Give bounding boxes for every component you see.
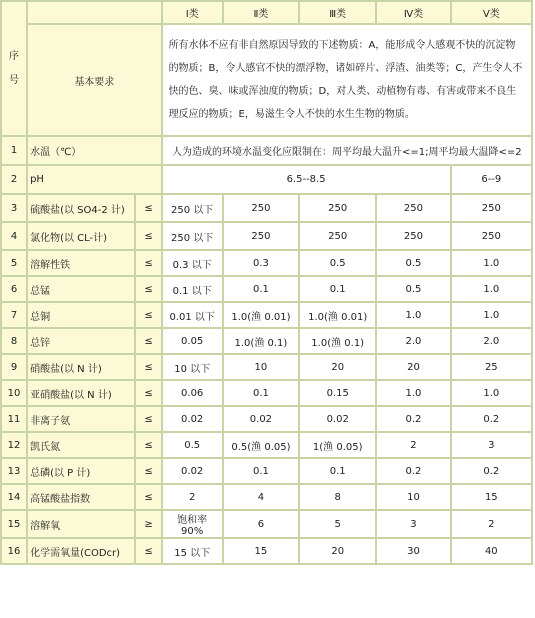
comparison-sign: ≤ <box>136 277 160 301</box>
value-class-5: 250 <box>452 195 531 221</box>
value-class-5: 250 <box>452 223 531 249</box>
table-row <box>2 166 531 193</box>
parameter-name: 总锰 <box>28 277 134 301</box>
table-row <box>2 303 531 327</box>
table-row <box>2 539 531 563</box>
row-number: 8 <box>2 329 26 353</box>
parameter-name: 溶解氧 <box>28 511 134 537</box>
parameter-name: 非离子氨 <box>28 407 134 431</box>
value-class-1: 0.05 <box>163 329 222 353</box>
class-header-5: Ⅴ类 <box>452 2 531 23</box>
row-number: 16 <box>2 539 26 563</box>
table-row <box>2 355 531 379</box>
table-row <box>2 277 531 301</box>
value-class-2: 0.5(渔 0.05) <box>224 433 298 457</box>
parameter-name: 总锌 <box>28 329 134 353</box>
value-class-3: 8 <box>300 485 375 509</box>
class-header-3: Ⅲ类 <box>300 2 375 23</box>
table-row <box>2 381 531 405</box>
parameter-name: 总磷(以 P 计) <box>28 459 134 483</box>
value-class-4: 2 <box>377 433 449 457</box>
value-class-4: 0.2 <box>377 407 449 431</box>
value-class-4: 2.0 <box>377 329 449 353</box>
value-class-2: 1.0(渔 0.01) <box>224 303 298 327</box>
class-header-1: Ⅰ类 <box>163 2 222 23</box>
header-blank-cell <box>28 2 160 23</box>
value-class-5: 0.2 <box>452 407 531 431</box>
parameter-name: 水温（℃） <box>28 137 160 164</box>
value-class-1: 0.1 以下 <box>163 277 222 301</box>
value-class-4: 10 <box>377 485 449 509</box>
row-number: 4 <box>2 223 26 249</box>
water-temperature-requirement: 人为造成的环境水温变化应限制在：周平均最大温升<=1;周平均最大温降<=2 <box>163 137 531 164</box>
parameter-name: pH <box>28 166 160 193</box>
value-class-5: 1.0 <box>452 251 531 275</box>
value-class-1: 0.01 以下 <box>163 303 222 327</box>
seq-header-cell <box>2 2 26 135</box>
parameter-name: 氯化物(以 CL-计) <box>28 223 134 249</box>
table-row <box>2 407 531 431</box>
row-number: 11 <box>2 407 26 431</box>
value-class-1: 0.5 <box>163 433 222 457</box>
value-class-5: 25 <box>452 355 531 379</box>
value-class-5: 2.0 <box>452 329 531 353</box>
value-class-3: 0.1 <box>300 277 375 301</box>
table-row <box>2 485 531 509</box>
ph-range-class-1-4: 6.5--8.5 <box>163 166 450 193</box>
seq-header-char: 序 <box>9 50 20 62</box>
value-class-1: 0.06 <box>163 381 222 405</box>
row-number: 12 <box>2 433 26 457</box>
value-class-3: 0.02 <box>300 407 375 431</box>
comparison-sign: ≤ <box>136 303 160 327</box>
parameter-name: 硫酸盐(以 SO4-2 计) <box>28 195 134 221</box>
value-class-4: 250 <box>377 195 449 221</box>
value-class-5: 1.0 <box>452 277 531 301</box>
ph-range-class-5: 6--9 <box>452 166 531 193</box>
parameter-name: 总铜 <box>28 303 134 327</box>
row-number: 7 <box>2 303 26 327</box>
comparison-sign: ≤ <box>136 223 160 249</box>
comparison-sign: ≤ <box>136 329 160 353</box>
value-class-3: 0.1 <box>300 459 375 483</box>
value-class-1: 15 以下 <box>163 539 222 563</box>
value-class-2: 0.3 <box>224 251 298 275</box>
comparison-sign: ≤ <box>136 459 160 483</box>
value-class-2: 0.1 <box>224 381 298 405</box>
table-row <box>2 433 531 457</box>
row-number: 10 <box>2 381 26 405</box>
value-class-5: 40 <box>452 539 531 563</box>
value-class-3: 1.0(渔 0.1) <box>300 329 375 353</box>
value-class-5: 1.0 <box>452 381 531 405</box>
value-class-3: 0.15 <box>300 381 375 405</box>
comparison-sign: ≤ <box>136 539 160 563</box>
value-class-5: 3 <box>452 433 531 457</box>
class-header-2: Ⅱ类 <box>224 2 298 23</box>
value-class-1: 0.02 <box>163 459 222 483</box>
value-class-1: 10 以下 <box>163 355 222 379</box>
table-row <box>2 195 531 221</box>
value-class-2: 15 <box>224 539 298 563</box>
value-class-5: 15 <box>452 485 531 509</box>
comparison-sign: ≤ <box>136 485 160 509</box>
table-row <box>2 137 531 164</box>
value-class-1: 2 <box>163 485 222 509</box>
value-class-4: 1.0 <box>377 303 449 327</box>
comparison-sign: ≤ <box>136 381 160 405</box>
value-class-2: 10 <box>224 355 298 379</box>
value-class-4: 0.5 <box>377 277 449 301</box>
basic-requirement-text: 所有水体不应有非自然原因导致的下述物质：A，能形成令人感观不快的沉淀物的物质；B，令人感官不快的漂浮物，诸如碎片、浮渣、油类等；C，产生令人不快的色、臭、味或浑浊度的物质；D，对人类、动植物有毒、有害或带来不良生理反应的物质；E，易滋生令人不快的水生生物的物质。 <box>163 25 531 135</box>
value-class-1: 0.3 以下 <box>163 251 222 275</box>
parameter-name: 凯氏氮 <box>28 433 134 457</box>
value-class-2: 250 <box>224 223 298 249</box>
table-row <box>2 511 531 537</box>
value-class-4: 20 <box>377 355 449 379</box>
table-row <box>2 251 531 275</box>
value-class-5: 1.0 <box>452 303 531 327</box>
parameter-name: 高锰酸盐指数 <box>28 485 134 509</box>
value-class-2: 0.02 <box>224 407 298 431</box>
value-class-3: 20 <box>300 355 375 379</box>
parameter-name: 溶解性铁 <box>28 251 134 275</box>
value-class-4: 250 <box>377 223 449 249</box>
row-number: 13 <box>2 459 26 483</box>
parameter-name: 亚硝酸盐(以 N 计) <box>28 381 134 405</box>
comparison-sign: ≤ <box>136 355 160 379</box>
comparison-sign: ≤ <box>136 251 160 275</box>
value-class-4: 1.0 <box>377 381 449 405</box>
value-class-3: 250 <box>300 195 375 221</box>
header-row <box>2 2 531 23</box>
row-number: 14 <box>2 485 26 509</box>
row-number: 9 <box>2 355 26 379</box>
value-class-4: 3 <box>377 511 449 537</box>
value-class-2: 1.0(渔 0.1) <box>224 329 298 353</box>
value-class-1: 饱和率 90% <box>163 511 222 537</box>
row-number: 15 <box>2 511 26 537</box>
value-class-1: 250 以下 <box>163 195 222 221</box>
class-header-4: Ⅳ类 <box>377 2 449 23</box>
value-class-2: 6 <box>224 511 298 537</box>
comparison-sign: ≤ <box>136 433 160 457</box>
row-number: 5 <box>2 251 26 275</box>
value-class-5: 2 <box>452 511 531 537</box>
value-class-3: 250 <box>300 223 375 249</box>
value-class-5: 0.2 <box>452 459 531 483</box>
basic-requirement-row <box>2 25 531 135</box>
basic-requirement-label: 基本要求 <box>28 25 160 135</box>
value-class-1: 0.02 <box>163 407 222 431</box>
comparison-sign: ≥ <box>136 511 160 537</box>
value-class-1: 250 以下 <box>163 223 222 249</box>
value-class-3: 5 <box>300 511 375 537</box>
comparison-sign: ≤ <box>136 195 160 221</box>
row-number: 1 <box>2 137 26 164</box>
comparison-sign: ≤ <box>136 407 160 431</box>
row-number: 6 <box>2 277 26 301</box>
value-class-2: 0.1 <box>224 459 298 483</box>
value-class-4: 0.2 <box>377 459 449 483</box>
value-class-3: 1.0(渔 0.01) <box>300 303 375 327</box>
seq-header-char: 号 <box>9 74 20 86</box>
row-number: 3 <box>2 195 26 221</box>
table-row <box>2 329 531 353</box>
table-row <box>2 459 531 483</box>
value-class-4: 0.5 <box>377 251 449 275</box>
value-class-2: 0.1 <box>224 277 298 301</box>
value-class-3: 0.5 <box>300 251 375 275</box>
value-class-2: 4 <box>224 485 298 509</box>
value-class-3: 1(渔 0.05) <box>300 433 375 457</box>
value-class-4: 30 <box>377 539 449 563</box>
row-number: 2 <box>2 166 26 193</box>
value-class-2: 250 <box>224 195 298 221</box>
table-row <box>2 223 531 249</box>
parameter-name: 硝酸盐(以 N 计) <box>28 355 134 379</box>
value-class-3: 20 <box>300 539 375 563</box>
parameter-name: 化学需氧量(CODcr) <box>28 539 134 563</box>
